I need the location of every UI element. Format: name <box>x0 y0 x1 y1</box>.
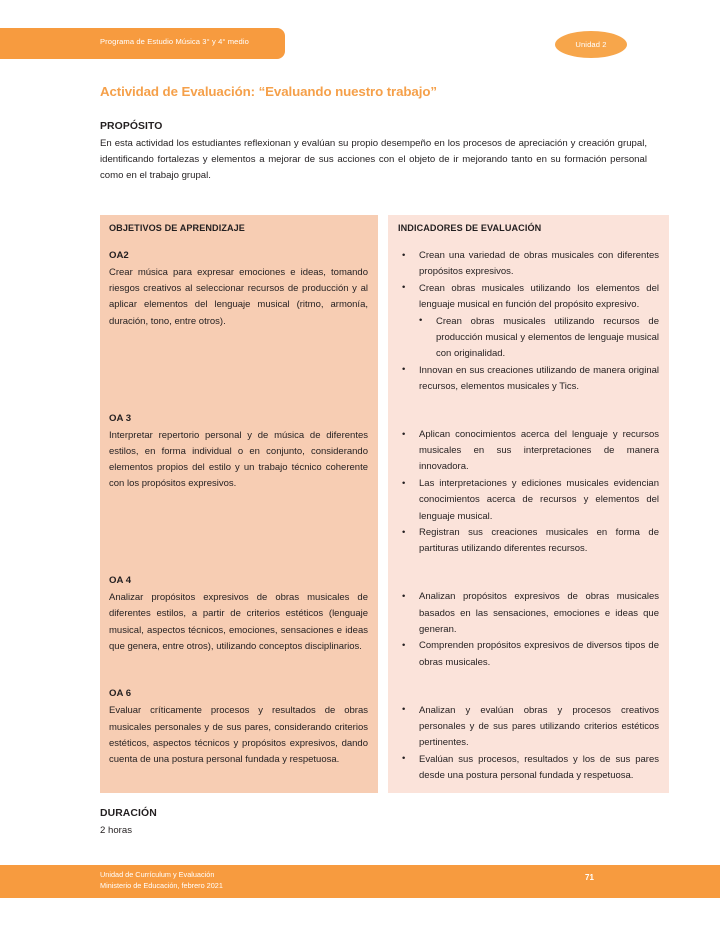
list-item: • Crean una variedad de obras musicales con diferentes propósitos expresivos. <box>398 248 659 280</box>
table-row <box>100 679 669 792</box>
table-row <box>100 241 669 404</box>
proposito-heading: PROPÓSITO <box>100 121 163 132</box>
indicator-list <box>398 427 659 558</box>
indicator-list <box>398 248 659 395</box>
objective-text: Analizar propósitos expresivos de obras musicales de diferentes estilos, a partir de criterios estéticos (lenguaje musical, aspectos técnicos, emociones, sensaciones e ideas que genera, entre otros), utilizando conceptos disciplinarios. <box>109 592 368 652</box>
program-title-label: Programa de Estudio Música 3° y 4° medio <box>100 37 249 46</box>
page-number: 71 <box>585 873 594 882</box>
column-divider <box>378 241 388 404</box>
cell-spacer <box>398 411 659 427</box>
table-header-cell-objectives <box>100 215 378 241</box>
list-item: • Comprenden propósitos expresivos de diversos tipos de obras musicales. <box>398 638 659 670</box>
footer-line-2: Ministerio de Educación, febrero 2021 <box>100 880 223 890</box>
unit-badge-label: Unidad 2 <box>575 40 607 49</box>
indicator-list <box>398 589 659 671</box>
duracion-heading: DURACIÓN <box>100 808 157 819</box>
table-header-row <box>100 215 669 241</box>
table-header-cell-indicators <box>388 215 669 241</box>
page-title: Actividad de Evaluación: “Evaluando nuestro trabajo” <box>100 84 437 99</box>
objective-code: OA2 <box>109 250 129 261</box>
column-header-objectives: OBJETIVOS DE APRENDIZAJE <box>109 223 245 233</box>
objective-cell <box>100 241 378 404</box>
proposito-text: En esta actividad los estudiantes reflexionan y evalúan su propio desempeño en los procesos de apreciación y creación grupal, identificando fortalezas y elementos a mejorar de sus acciones con el objeto de ir mejorando tanto en su formación personal como en el trabajo grupal. <box>100 138 647 182</box>
column-divider <box>378 679 388 792</box>
column-divider <box>378 566 388 679</box>
objectives-indicators-table <box>100 215 669 793</box>
objective-text: Evaluar críticamente procesos y resultados de obras musicales personales y de sus pares, considerando criterios estéticos, aspectos técnicos y propósitos expresivos, dando cuenta de una postura personal fundada y respetuosa. <box>109 705 368 765</box>
duracion-block <box>100 808 500 839</box>
objective-code: OA 3 <box>109 412 132 424</box>
cell-spacer <box>398 686 659 702</box>
objective-code: OA 6 <box>109 688 132 700</box>
objective-text: Interpretar repertorio personal y de música de diferentes estilos, en forma individual o en conjunto, considerando elementos propios del estilo y un trabajo técnico coherente con los propósitos expresivos. <box>109 429 368 490</box>
list-item: • Aplican conocimientos acerca del lenguaje y recursos musicales en sus interpretaciones de manera innovadora. <box>398 427 659 476</box>
indicator-cell <box>388 566 669 679</box>
objective-cell <box>100 404 378 566</box>
list-item: • Innovan en sus creaciones utilizando de manera original recursos, elementos musicales y Tics. <box>398 363 659 395</box>
list-item: • Analizan propósitos expresivos de obras musicales basados en las sensaciones, emociones e ideas que generan. <box>398 589 659 638</box>
table-row <box>100 566 669 679</box>
cell-spacer <box>398 573 659 589</box>
duracion-value: 2 horas <box>100 825 132 836</box>
column-divider <box>378 215 388 241</box>
indicator-cell <box>388 241 669 404</box>
document-content <box>100 84 670 185</box>
list-item: • Crean obras musicales utilizando los elementos del lenguaje musical en función del propósito expresivo. <box>398 281 659 313</box>
list-item: • Registran sus creaciones musicales en forma de partituras utilizando diferentes recursos. <box>398 525 659 557</box>
list-item: • Las interpretaciones y ediciones musicales evidencian conocimientos acerca de recursos y elementos del lenguaje musical. <box>398 476 659 525</box>
indicator-cell <box>388 679 669 792</box>
indicator-cell <box>388 404 669 566</box>
footer-source <box>100 870 223 891</box>
objective-cell <box>100 566 378 679</box>
column-divider <box>378 404 388 566</box>
list-item: • Analizan y evalúan obras y procesos creativos personales y de sus pares utilizando criterios estéticos pertinentes. <box>398 703 659 752</box>
column-header-indicators: INDICADORES DE EVALUACIÓN <box>398 223 542 233</box>
objective-text: Crear música para expresar emociones e ideas, tomando riesgos creativos al seleccionar recursos de producción y al aplicar elementos del lenguaje musical (ritmo, armonía, duración, tono, entre otros). <box>109 267 368 327</box>
objective-code: OA 4 <box>109 575 132 587</box>
indicator-list <box>398 703 659 785</box>
table-row <box>100 404 669 566</box>
footer-line-1: Unidad de Currículum y Evaluación <box>100 870 215 879</box>
list-item: • Crean obras musicales utilizando recursos de producción musical y elementos de lenguaje musical con originalidad. <box>398 314 659 363</box>
list-item: • Evalúan sus procesos, resultados y los de sus pares desde una postura personal fundada y respetuosa. <box>398 752 659 784</box>
objective-cell <box>100 679 378 792</box>
